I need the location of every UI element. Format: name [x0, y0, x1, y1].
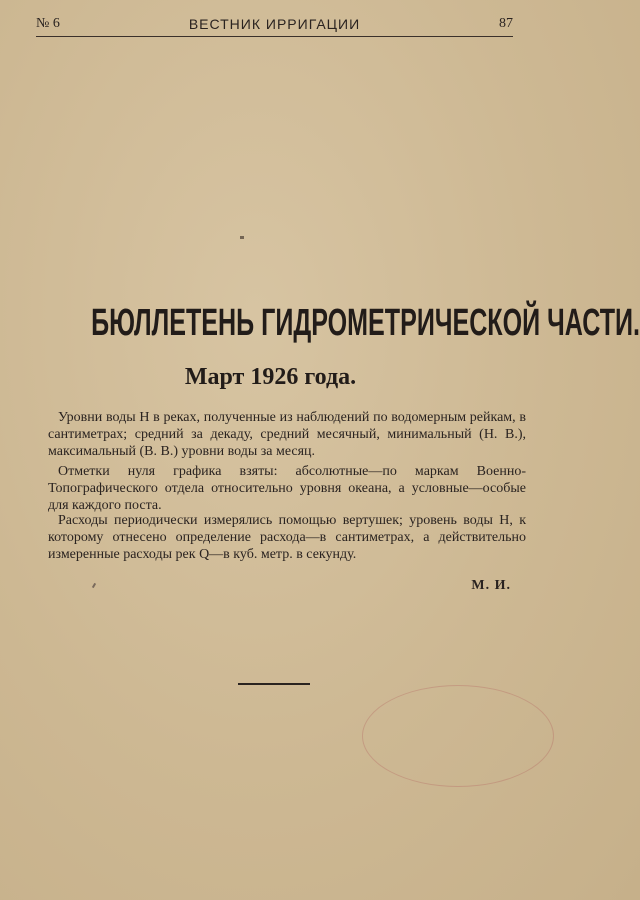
print-mark [240, 236, 244, 239]
paragraph-text: Уровни воды H в реках, полученные из наблюдений по водомерным рейкам, в сантиметрах; средний за декаду, средний месячный, минимальный (Н. В.), максимальный (В. В.) уровни воды за месяц. [48, 410, 526, 459]
page-number: 87 [499, 16, 513, 31]
bulletin-subtitle: Март 1926 года. [184, 364, 357, 390]
journal-title: ВЕСТНИК ИРРИГАЦИИ [188, 16, 361, 32]
faded-stamp [362, 685, 554, 787]
author-signature: М. И. [471, 578, 511, 593]
paragraph-water-levels [48, 409, 526, 460]
paragraph-text: Отметки нуля графика взяты: абсолютные—по маркам Военно-Топографического отдела относительно уровня океана, а условные—особые для каждого поста. [48, 464, 526, 513]
paragraph-zero-marks [48, 463, 526, 514]
issue-number: № 6 [36, 16, 60, 31]
page-header [36, 14, 513, 37]
bulletin-title: БЮЛЛЕТЕНЬ ГИДРОМЕТРИЧЕСКОЙ ЧАСТИ. [91, 302, 640, 344]
paragraph-text: Расходы периодически измерялись помощью вертушек; уровень воды H, к которому отнесено определение расхода—в сантиметрах, а действительно измеренные расходы рек Q—в куб. метр. в секунду. [48, 513, 526, 562]
end-divider [238, 683, 310, 685]
paragraph-discharges [48, 512, 526, 563]
print-mark [92, 583, 96, 588]
